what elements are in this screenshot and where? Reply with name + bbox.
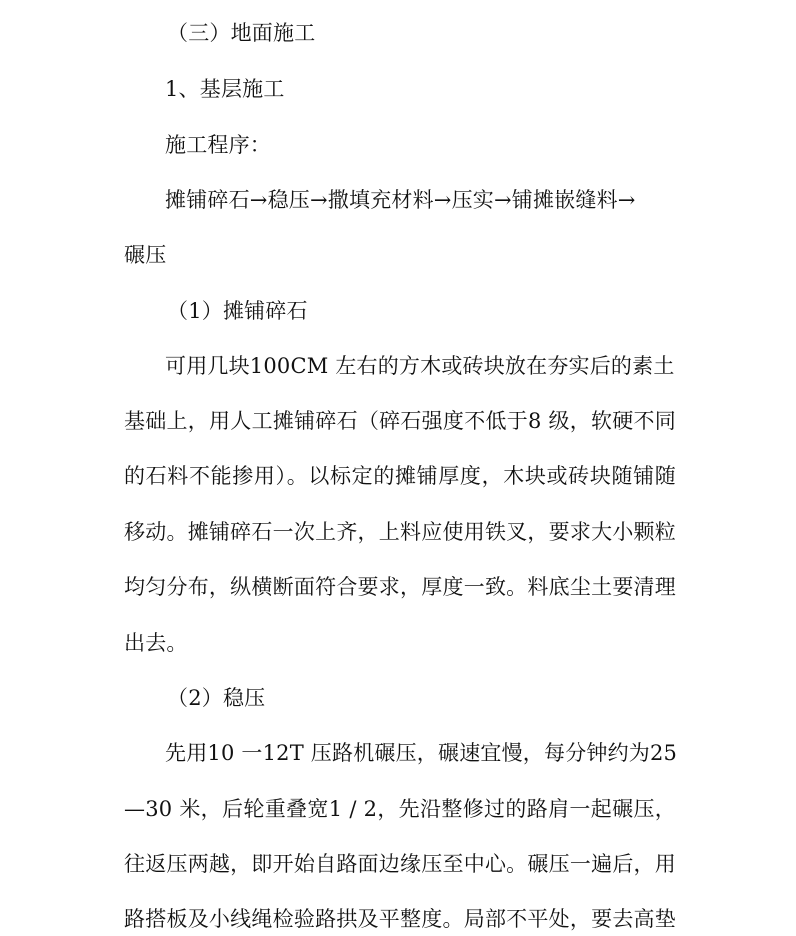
paragraph-line: 路搭板及小线绳检验路拱及平整度。局部不平处，要去高垫 bbox=[124, 907, 676, 931]
paragraph-line: —30 米，后轮重叠宽1 / 2，先沿整修过的路肩一起碾压， bbox=[124, 797, 676, 821]
step-heading: （2）稳压 bbox=[167, 686, 266, 710]
paragraph-line: 先用10 一12T 压路机碾压，碾速宜慢，每分钟约为25 bbox=[165, 741, 678, 765]
paragraph-line: 出去。 bbox=[124, 631, 188, 655]
step-heading: （1）摊铺碎石 bbox=[167, 299, 308, 323]
procedure-label: 施工程序： bbox=[165, 133, 271, 157]
paragraph-line: 移动。摊铺碎石一次上齐，上料应使用铁叉，要求大小颗粒 bbox=[124, 520, 676, 544]
paragraph-line: 的石料不能掺用）。以标定的摊铺厚度，木块或砖块随铺随 bbox=[124, 464, 676, 488]
paragraph-line: 往返压两越，即开始自路面边缘压至中心。碾压一遍后，用 bbox=[124, 852, 676, 876]
paragraph-line: 基础上，用人工摊铺碎石（碎石强度不低于8 级，软硬不同 bbox=[124, 409, 676, 433]
subsection-heading: 1、基层施工 bbox=[165, 77, 285, 101]
section-heading: （三）地面施工 bbox=[167, 21, 316, 45]
paragraph-line: 可用几块100CM 左右的方木或砖块放在夯实后的素土 bbox=[165, 354, 675, 378]
procedure-steps-continued: 碾压 bbox=[124, 243, 167, 267]
procedure-steps: 摊铺碎石→稳压→撒填充材料→压实→铺摊嵌缝料→ bbox=[165, 188, 636, 212]
paragraph-line: 均匀分布，纵横断面符合要求，厚度一致。料底尘土要清理 bbox=[124, 575, 676, 599]
